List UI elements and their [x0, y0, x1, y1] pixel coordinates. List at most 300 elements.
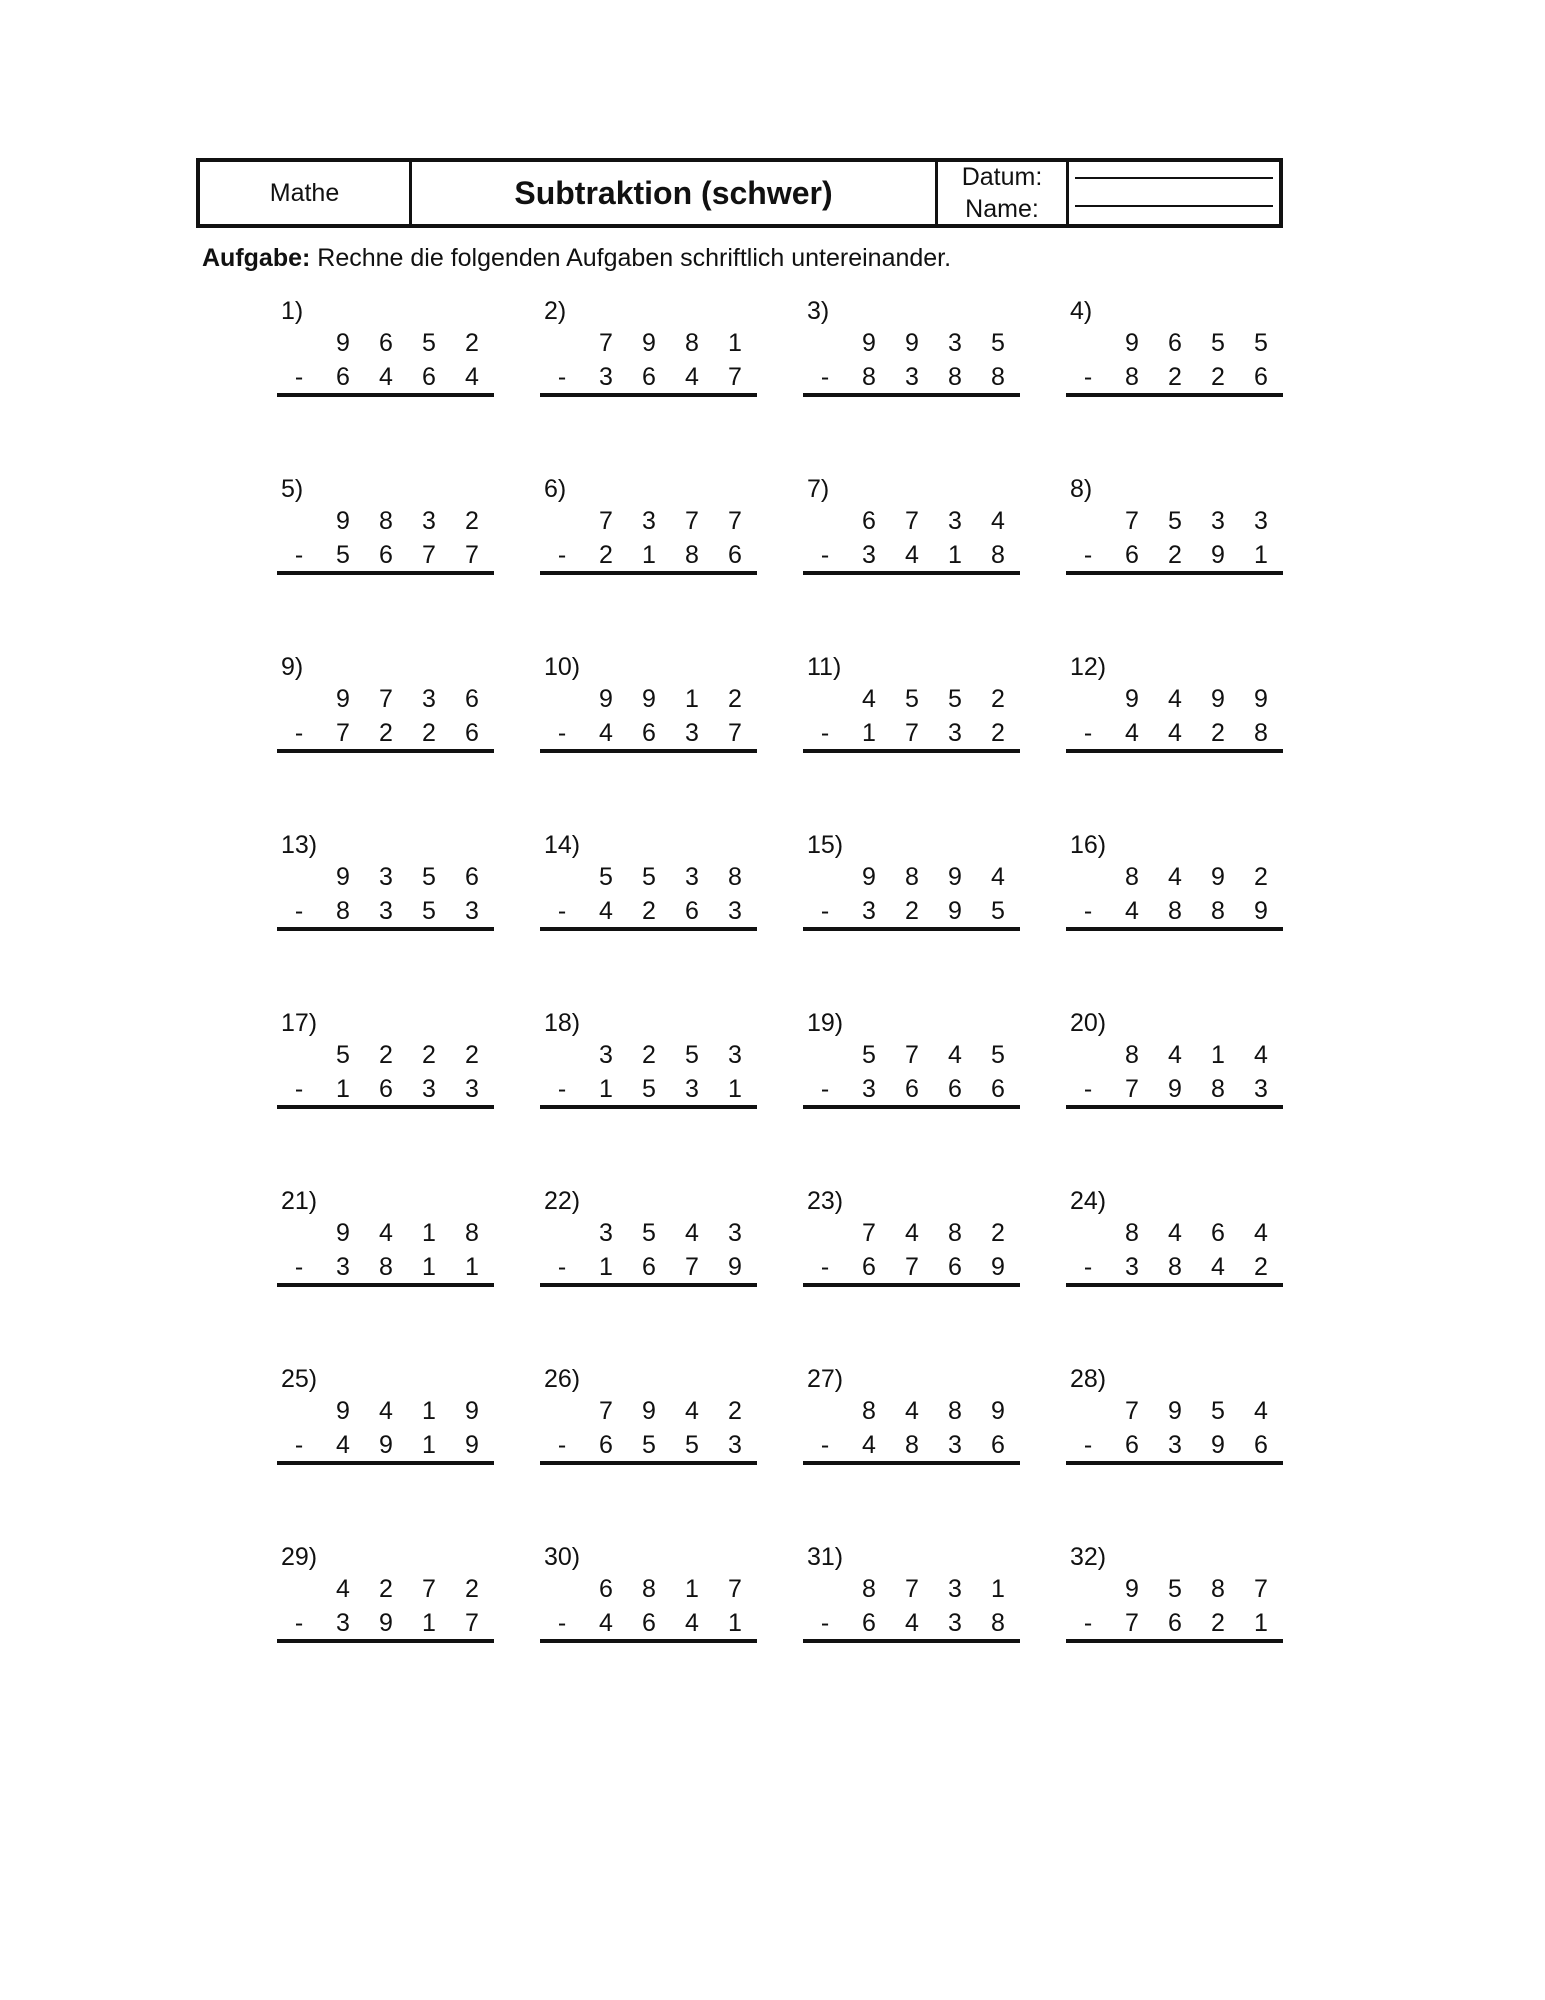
- minus-sign: -: [557, 1431, 567, 1459]
- minuend-row: [540, 1572, 757, 1606]
- subtrahend-digit: 3: [948, 1609, 962, 1637]
- subtrahend-digit: 3: [465, 897, 479, 925]
- minuend-digit: 7: [905, 1575, 919, 1603]
- minuend-digit: 5: [905, 685, 919, 713]
- subtrahend-digit: 3: [862, 897, 876, 925]
- subtrahend-digit: 8: [948, 363, 962, 391]
- subtrahend-row: [1066, 894, 1283, 928]
- subtraction-problem: [277, 1008, 494, 1186]
- subtrahend-digit: 4: [1125, 897, 1139, 925]
- minuend-digit: 4: [1168, 685, 1182, 713]
- minuend-digit: 4: [1168, 1219, 1182, 1247]
- subtraction-problem: [277, 1542, 494, 1720]
- problem-number: 25): [281, 1365, 318, 1393]
- minuend-row: [277, 1394, 494, 1428]
- subtrahend-digit: 6: [685, 897, 699, 925]
- minuend-digit: 5: [685, 1041, 699, 1069]
- minuend-digit: 1: [422, 1397, 436, 1425]
- subtraction-problem: [803, 1364, 1020, 1542]
- result-line: [1066, 1461, 1283, 1465]
- subtrahend-digit: 7: [465, 1609, 479, 1637]
- subtrahend-row: [277, 1250, 494, 1284]
- subtrahend-digit: 6: [642, 1253, 656, 1281]
- minuend-row: [277, 1572, 494, 1606]
- subtrahend-row: [803, 716, 1020, 750]
- subtrahend-row: [540, 360, 757, 394]
- minuend-digit: 2: [991, 685, 1005, 713]
- minuend-digit: 9: [948, 863, 962, 891]
- minuend-digit: 3: [948, 329, 962, 357]
- minuend-digit: 3: [685, 863, 699, 891]
- result-line: [1066, 571, 1283, 575]
- subtrahend-digit: 1: [728, 1075, 742, 1103]
- subtrahend-digit: 7: [336, 719, 350, 747]
- minuend-row: [1066, 1216, 1283, 1250]
- minuend-digit: 4: [1254, 1397, 1268, 1425]
- minuend-digit: 4: [379, 1219, 393, 1247]
- subtrahend-digit: 9: [1168, 1075, 1182, 1103]
- subtrahend-digit: 1: [599, 1253, 613, 1281]
- result-line: [277, 1461, 494, 1465]
- minuend-digit: 7: [862, 1219, 876, 1247]
- problem-number: 9): [281, 653, 304, 681]
- minuend-digit: 9: [336, 1219, 350, 1247]
- subtrahend-digit: 3: [422, 1075, 436, 1103]
- minuend-digit: 8: [685, 329, 699, 357]
- subtrahend-digit: 8: [991, 1609, 1005, 1637]
- subtraction-problem: [1066, 1186, 1283, 1364]
- subtraction-problem: [803, 474, 1020, 652]
- minuend-digit: 9: [862, 329, 876, 357]
- minus-sign: -: [820, 719, 830, 747]
- subtrahend-digit: 3: [336, 1253, 350, 1281]
- problem-number: 13): [281, 831, 318, 859]
- subtrahend-digit: 4: [1211, 1253, 1225, 1281]
- subtrahend-digit: 6: [642, 363, 656, 391]
- minus-sign: -: [820, 1253, 830, 1281]
- problem-number: 11): [807, 653, 842, 681]
- subtraction-problem: [540, 1186, 757, 1364]
- minuend-digit: 7: [905, 507, 919, 535]
- minuend-row: [803, 860, 1020, 894]
- subtrahend-digit: 4: [1125, 719, 1139, 747]
- minuend-digit: 3: [422, 507, 436, 535]
- minus-sign: -: [557, 1253, 567, 1281]
- problem-number: 21): [281, 1187, 318, 1215]
- result-line: [277, 749, 494, 753]
- problem-number: 26): [544, 1365, 581, 1393]
- minus-sign: -: [557, 363, 567, 391]
- minuend-digit: 7: [379, 685, 393, 713]
- problem-number: 15): [807, 831, 844, 859]
- result-line: [277, 393, 494, 397]
- subtrahend-digit: 9: [1211, 541, 1225, 569]
- subtrahend-digit: 2: [991, 719, 1005, 747]
- subtraction-problem: [803, 652, 1020, 830]
- subtrahend-row: [540, 1428, 757, 1462]
- result-line: [1066, 393, 1283, 397]
- subtrahend-digit: 2: [1254, 1253, 1268, 1281]
- minuend-row: [1066, 1038, 1283, 1072]
- minuend-digit: 1: [422, 1219, 436, 1247]
- result-line: [277, 927, 494, 931]
- subtrahend-digit: 3: [1168, 1431, 1182, 1459]
- minuend-digit: 5: [948, 685, 962, 713]
- minuend-digit: 9: [642, 1397, 656, 1425]
- minuend-row: [540, 860, 757, 894]
- minuend-digit: 5: [862, 1041, 876, 1069]
- name-field-line[interactable]: [1075, 205, 1273, 207]
- subtraction-problem: [277, 652, 494, 830]
- subtrahend-digit: 6: [1125, 1431, 1139, 1459]
- minuend-row: [540, 1216, 757, 1250]
- minuend-digit: 8: [905, 863, 919, 891]
- minuend-digit: 2: [465, 507, 479, 535]
- subtrahend-digit: 1: [862, 719, 876, 747]
- subtrahend-row: [540, 1606, 757, 1640]
- minuend-digit: 3: [379, 863, 393, 891]
- minuend-digit: 9: [1254, 685, 1268, 713]
- problem-number: 8): [1070, 475, 1093, 503]
- minuend-digit: 6: [1168, 329, 1182, 357]
- subtrahend-digit: 4: [599, 719, 613, 747]
- minuend-digit: 5: [1211, 329, 1225, 357]
- subtraction-problem: [277, 1186, 494, 1364]
- minuend-row: [277, 1038, 494, 1072]
- date-field-line[interactable]: [1075, 177, 1273, 179]
- subtrahend-digit: 2: [1168, 541, 1182, 569]
- date-label: Datum:: [961, 163, 1043, 191]
- title-cell: [412, 162, 938, 224]
- minuend-digit: 7: [1125, 507, 1139, 535]
- minuend-digit: 4: [1168, 1041, 1182, 1069]
- minus-sign: -: [557, 1609, 567, 1637]
- minuend-digit: 8: [728, 863, 742, 891]
- subtrahend-digit: 3: [728, 897, 742, 925]
- subtrahend-digit: 6: [599, 1431, 613, 1459]
- minuend-digit: 8: [862, 1397, 876, 1425]
- problem-number: 23): [807, 1187, 844, 1215]
- result-line: [803, 749, 1020, 753]
- problem-number: 27): [807, 1365, 844, 1393]
- subtraction-problem: [803, 830, 1020, 1008]
- subtrahend-digit: 3: [685, 719, 699, 747]
- subtrahend-digit: 2: [379, 719, 393, 747]
- subtrahend-digit: 6: [1168, 1609, 1182, 1637]
- subtraction-problem: [1066, 1542, 1283, 1720]
- subtrahend-digit: 8: [862, 363, 876, 391]
- task-instruction: [202, 244, 951, 273]
- subtrahend-row: [1066, 1606, 1283, 1640]
- problem-number: 6): [544, 475, 567, 503]
- result-line: [540, 571, 757, 575]
- subtrahend-digit: 4: [905, 541, 919, 569]
- minuend-digit: 7: [599, 329, 613, 357]
- minus-sign: -: [820, 897, 830, 925]
- subtrahend-row: [803, 1606, 1020, 1640]
- subtrahend-digit: 4: [862, 1431, 876, 1459]
- problem-number: 4): [1070, 297, 1093, 325]
- subtrahend-digit: 9: [379, 1609, 393, 1637]
- minus-sign: -: [1083, 1075, 1093, 1103]
- subtraction-problem: [1066, 474, 1283, 652]
- subtraction-problem: [540, 1542, 757, 1720]
- minuend-row: [540, 504, 757, 538]
- minuend-digit: 9: [336, 329, 350, 357]
- minuend-digit: 3: [948, 1575, 962, 1603]
- subject-label: Mathe: [269, 178, 340, 207]
- subtrahend-digit: 5: [991, 897, 1005, 925]
- result-line: [1066, 749, 1283, 753]
- minuend-row: [277, 682, 494, 716]
- minus-sign: -: [294, 1075, 304, 1103]
- subtrahend-row: [1066, 360, 1283, 394]
- minuend-row: [540, 326, 757, 360]
- minuend-row: [1066, 860, 1283, 894]
- subtrahend-digit: 4: [1168, 719, 1182, 747]
- minus-sign: -: [820, 363, 830, 391]
- subtrahend-digit: 9: [1211, 1431, 1225, 1459]
- minuend-row: [803, 1038, 1020, 1072]
- minus-sign: -: [820, 1075, 830, 1103]
- minuend-digit: 2: [465, 1041, 479, 1069]
- subtrahend-digit: 8: [1211, 1075, 1225, 1103]
- minuend-digit: 7: [1125, 1397, 1139, 1425]
- subtrahend-digit: 8: [1168, 1253, 1182, 1281]
- minuend-digit: 3: [948, 507, 962, 535]
- minuend-digit: 9: [599, 685, 613, 713]
- problem-number: 14): [544, 831, 581, 859]
- result-line: [803, 1461, 1020, 1465]
- result-line: [540, 1105, 757, 1109]
- minuend-digit: 4: [862, 685, 876, 713]
- subtraction-problem: [803, 1542, 1020, 1720]
- subtrahend-digit: 1: [422, 1609, 436, 1637]
- subtraction-problem: [803, 296, 1020, 474]
- worksheet-title: Subtraktion (schwer): [514, 174, 833, 211]
- subtrahend-digit: 4: [379, 363, 393, 391]
- minuend-digit: 3: [599, 1219, 613, 1247]
- subtrahend-row: [277, 1606, 494, 1640]
- subtrahend-digit: 8: [905, 1431, 919, 1459]
- minuend-digit: 8: [1125, 1219, 1139, 1247]
- subtrahend-row: [803, 894, 1020, 928]
- minuend-digit: 4: [905, 1219, 919, 1247]
- subtrahend-row: [803, 538, 1020, 572]
- minuend-digit: 1: [1211, 1041, 1225, 1069]
- subtrahend-digit: 9: [465, 1431, 479, 1459]
- subtrahend-digit: 4: [905, 1609, 919, 1637]
- minuend-digit: 9: [642, 685, 656, 713]
- subtraction-problem: [540, 652, 757, 830]
- result-line: [277, 571, 494, 575]
- subtrahend-digit: 3: [1125, 1253, 1139, 1281]
- result-line: [540, 1461, 757, 1465]
- minuend-digit: 7: [905, 1041, 919, 1069]
- minuend-digit: 8: [862, 1575, 876, 1603]
- minuend-digit: 5: [1254, 329, 1268, 357]
- result-line: [540, 749, 757, 753]
- subtrahend-digit: 6: [1125, 541, 1139, 569]
- subtrahend-digit: 6: [728, 541, 742, 569]
- minuend-digit: 2: [991, 1219, 1005, 1247]
- subtrahend-digit: 5: [685, 1431, 699, 1459]
- subtrahend-digit: 3: [1254, 1075, 1268, 1103]
- problem-number: 7): [807, 475, 830, 503]
- result-line: [803, 1639, 1020, 1643]
- subtraction-problem: [1066, 1364, 1283, 1542]
- subtrahend-digit: 8: [685, 541, 699, 569]
- minuend-digit: 2: [642, 1041, 656, 1069]
- minuend-row: [1066, 326, 1283, 360]
- subtrahend-digit: 3: [948, 719, 962, 747]
- result-line: [1066, 1283, 1283, 1287]
- minuend-row: [1066, 682, 1283, 716]
- minus-sign: -: [557, 541, 567, 569]
- minuend-digit: 9: [465, 1397, 479, 1425]
- minuend-row: [540, 1394, 757, 1428]
- minus-sign: -: [1083, 1431, 1093, 1459]
- minuend-digit: 5: [642, 863, 656, 891]
- problem-number: 20): [1070, 1009, 1107, 1037]
- minuend-row: [277, 504, 494, 538]
- subtrahend-digit: 2: [599, 541, 613, 569]
- minuend-digit: 1: [991, 1575, 1005, 1603]
- minuend-digit: 4: [379, 1397, 393, 1425]
- subtrahend-digit: 8: [1254, 719, 1268, 747]
- subtrahend-digit: 9: [948, 897, 962, 925]
- subtrahend-digit: 3: [685, 1075, 699, 1103]
- problem-number: 29): [281, 1543, 318, 1571]
- problem-number: 28): [1070, 1365, 1107, 1393]
- problem-number: 12): [1070, 653, 1107, 681]
- subtrahend-digit: 6: [642, 719, 656, 747]
- subtrahend-digit: 7: [1125, 1075, 1139, 1103]
- subtrahend-digit: 6: [379, 1075, 393, 1103]
- subtrahend-digit: 6: [991, 1075, 1005, 1103]
- subtrahend-digit: 7: [905, 719, 919, 747]
- problem-number: 18): [544, 1009, 581, 1037]
- minuend-digit: 8: [1125, 1041, 1139, 1069]
- problem-grid: [277, 296, 1283, 1720]
- subtrahend-digit: 3: [948, 1431, 962, 1459]
- subtrahend-digit: 7: [1125, 1609, 1139, 1637]
- result-line: [277, 1105, 494, 1109]
- problem-number: 30): [544, 1543, 581, 1571]
- minuend-digit: 4: [991, 863, 1005, 891]
- minuend-digit: 6: [465, 685, 479, 713]
- subtrahend-digit: 8: [1168, 897, 1182, 925]
- subtrahend-row: [277, 538, 494, 572]
- minuend-digit: 9: [1211, 685, 1225, 713]
- result-line: [540, 1283, 757, 1287]
- minuend-digit: 2: [465, 329, 479, 357]
- subtrahend-digit: 1: [422, 1431, 436, 1459]
- minus-sign: -: [820, 541, 830, 569]
- minus-sign: -: [1083, 897, 1093, 925]
- subtrahend-digit: 9: [728, 1253, 742, 1281]
- subtrahend-digit: 2: [1211, 719, 1225, 747]
- subtrahend-digit: 3: [905, 363, 919, 391]
- minus-sign: -: [1083, 363, 1093, 391]
- minus-sign: -: [294, 1609, 304, 1637]
- result-line: [803, 393, 1020, 397]
- subtrahend-row: [1066, 1428, 1283, 1462]
- subtrahend-digit: 3: [379, 897, 393, 925]
- minuend-digit: 2: [728, 685, 742, 713]
- subtrahend-digit: 2: [1211, 1609, 1225, 1637]
- subtrahend-digit: 9: [379, 1431, 393, 1459]
- result-line: [1066, 1639, 1283, 1643]
- minuend-digit: 4: [1254, 1219, 1268, 1247]
- subtrahend-row: [277, 1428, 494, 1462]
- subtraction-problem: [1066, 652, 1283, 830]
- minuend-digit: 4: [336, 1575, 350, 1603]
- minuend-digit: 2: [1254, 863, 1268, 891]
- minuend-digit: 5: [1168, 507, 1182, 535]
- minuend-digit: 6: [379, 329, 393, 357]
- subtrahend-digit: 6: [379, 541, 393, 569]
- minuend-digit: 5: [336, 1041, 350, 1069]
- problem-number: 10): [544, 653, 581, 681]
- subtrahend-digit: 1: [1254, 1609, 1268, 1637]
- subtrahend-digit: 8: [991, 541, 1005, 569]
- minuend-digit: 8: [1211, 1575, 1225, 1603]
- minuend-digit: 8: [948, 1219, 962, 1247]
- subtraction-problem: [540, 296, 757, 474]
- minus-sign: -: [294, 1431, 304, 1459]
- task-text: Rechne die folgenden Aufgaben schriftlich untereinander.: [317, 244, 952, 272]
- minuend-digit: 4: [991, 507, 1005, 535]
- subtrahend-digit: 1: [1254, 541, 1268, 569]
- minus-sign: -: [820, 1431, 830, 1459]
- problem-number: 2): [544, 297, 567, 325]
- subtrahend-digit: 6: [862, 1609, 876, 1637]
- subtrahend-digit: 4: [599, 1609, 613, 1637]
- subtrahend-digit: 9: [1254, 897, 1268, 925]
- subtrahend-digit: 6: [991, 1431, 1005, 1459]
- minuend-row: [803, 326, 1020, 360]
- subtrahend-row: [540, 716, 757, 750]
- subtrahend-row: [277, 716, 494, 750]
- minus-sign: -: [294, 541, 304, 569]
- minuend-digit: 2: [379, 1041, 393, 1069]
- subtrahend-digit: 8: [379, 1253, 393, 1281]
- subtrahend-row: [803, 1250, 1020, 1284]
- minus-sign: -: [1083, 719, 1093, 747]
- minuend-digit: 3: [728, 1219, 742, 1247]
- minuend-digit: 9: [991, 1397, 1005, 1425]
- subtrahend-digit: 3: [336, 1609, 350, 1637]
- problem-number: 32): [1070, 1543, 1107, 1571]
- subtrahend-digit: 4: [599, 897, 613, 925]
- subtrahend-digit: 3: [862, 541, 876, 569]
- result-line: [540, 927, 757, 931]
- minuend-digit: 5: [991, 1041, 1005, 1069]
- minuend-digit: 8: [1125, 863, 1139, 891]
- minuend-digit: 9: [1125, 685, 1139, 713]
- minuend-row: [1066, 504, 1283, 538]
- subtrahend-row: [1066, 1072, 1283, 1106]
- minuend-digit: 8: [465, 1219, 479, 1247]
- minus-sign: -: [557, 1075, 567, 1103]
- subtrahend-row: [277, 894, 494, 928]
- minuend-digit: 2: [379, 1575, 393, 1603]
- subtrahend-row: [1066, 538, 1283, 572]
- result-line: [540, 393, 757, 397]
- subtrahend-digit: 2: [1211, 363, 1225, 391]
- subtraction-problem: [540, 830, 757, 1008]
